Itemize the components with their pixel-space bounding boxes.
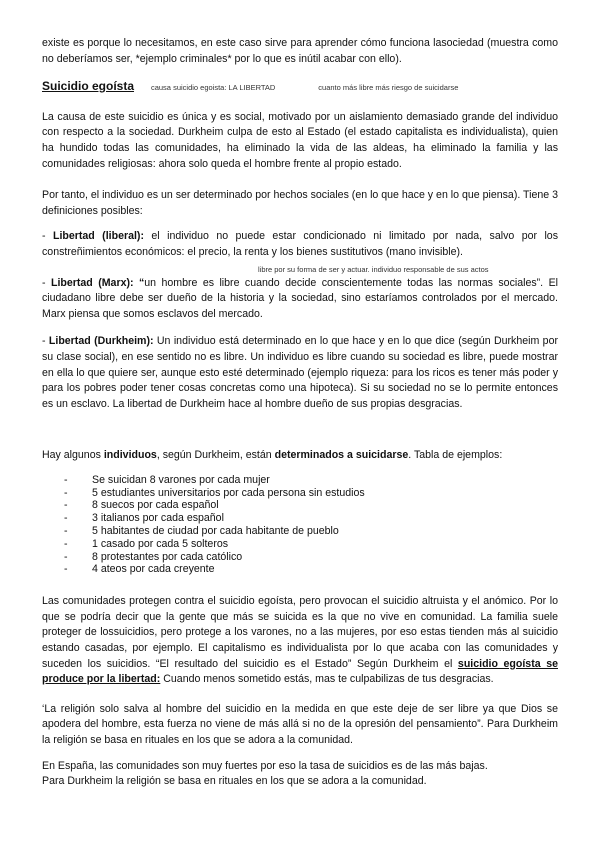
examples-list bbox=[42, 474, 558, 576]
definition-durkheim: - Libertad (Durkheim): Un individuo está determinado en lo que hace y en lo que dice (según Durkheim por su clase social), en ese sentido no es libre. Un individuo es libre cuando su sociedad es libre, puede mostrar en ella lo que quiere ser, aunque esto esté determinado (ejemplo riqueza: para los ricos es tener más poder y para los pobres poder tener cosas concretas como una hipoteca). Si su sociedad no se lo permite entonces es un esclavo. La libertad de Durkheim hace al hombre dueño de sus propias desgracias. bbox=[42, 335, 558, 410]
paragraph-religion-quote: ‘La religión solo salva al hombre del suicidio en la medida en que este deje de ser libre ya que Dios se apodera del hombre, esta fuerza no viene de más allá si no de la opresión del pensamiento”. Para Durkheim la religión se basa en rituales en los que se adora a la comunidad. bbox=[42, 702, 558, 746]
text: . Tabla de ejemplos: bbox=[408, 449, 503, 462]
paragraph-definitions: Por tanto, el individuo es un ser determinado por hechos sociales (en lo que hace y en lo que piensa). Tiene 3 definiciones posibles: bbox=[42, 189, 558, 217]
text-bold-underline: suicidio egoísta se produce por la libertad: bbox=[42, 657, 558, 686]
list-item: - Se suicidan 8 varones por cada mujer bbox=[42, 474, 558, 487]
definition-text: Un individuo está determinado en lo que hace y en lo que dice (según Durkheim por su clase social), en ese sentido no es libre. Un individuo es libre cuando su sociedad es libre, puede mostrar en ella lo que quiere ser, aunque esto esté determinado (ejemplo riqueza: para los ricos es tener más poder y para los pobres poder tener cosas concretas como una hipoteca). Si su sociedad no se lo permite entonces es un esclavo. La libertad de Durkheim hace al hombre dueño de sus propias desgracias. bbox=[42, 335, 558, 410]
paragraph-intro: existe es porque lo necesitamos, en este caso sirve para aprender cómo funciona lasociedad (muestra como no deberíamos ser, *ejemplo criminales* por lo que es inútil acabar con ello). bbox=[42, 37, 558, 65]
paragraph-cause: La causa de este suicidio es única y es social, motivado por un aislamiento demasiado grande del individuo con respecto a la sociedad. Durkheim culpa de esto al Estado (el estado capitalista es individualista), quien ha hundido todas las comunidades, ha eliminado la vida de las aldeas, ha eliminado la familia y las comunidades religiosas: ahora solo queda el hombre frente al propio estado. bbox=[42, 110, 558, 170]
text: Hay algunos bbox=[42, 449, 104, 462]
margin-note: cuanto más libre más riesgo de suicidarse bbox=[318, 83, 459, 93]
paragraph-examples-intro bbox=[42, 448, 558, 464]
section-heading bbox=[42, 79, 558, 96]
list-item: - 1 casado por cada 5 solteros bbox=[42, 538, 558, 551]
text-line: Para Durkheim la religión se basa en rituales en los que se adora a la comunidad. bbox=[42, 775, 427, 788]
heading-title: Suicidio egoísta bbox=[42, 79, 135, 94]
definition-text: el individuo no puede estar condicionado ni limitado por nada, salvo por los constreñimientos económicos: el precio, la renta y los bienes sustitutivos (mano invisible). bbox=[42, 230, 558, 258]
list-item: - 5 habitantes de ciudad por cada habitante de pueblo bbox=[42, 525, 558, 538]
paragraph-spain bbox=[42, 759, 558, 790]
definition-label: Libertad (Marx): “ bbox=[50, 276, 145, 289]
list-item: - 4 ateos por cada creyente bbox=[42, 563, 558, 576]
margin-note: causa suicidio egoista: LA LIBERTAD bbox=[150, 83, 276, 93]
text-line: En España, las comunidades son muy fuertes por eso la tasa de suicidios es de las más bajas. bbox=[42, 759, 488, 772]
list-item: - 8 suecos por cada español bbox=[42, 499, 558, 512]
paragraph-communities bbox=[42, 594, 558, 688]
definition-text: un hombre es libre cuando decide conscientemente todas las normas sociales”. El ciudadano libre debe ser dueño de la historia y la sociedad, sino estaríamos controlados por el mercado. Marx piensa que somos esclavos del mercado. bbox=[42, 276, 558, 320]
list-item: - 8 protestantes por cada católico bbox=[42, 551, 558, 564]
definition-marx: - Libertad (Marx): “un hombre es libre cuando decide conscientemente todas las normas sociales”. El ciudadano libre debe ser dueño de la historia y la sociedad, sino estaríamos controlados por el mercado. Marx piensa que somos esclavos del mercado. bbox=[42, 276, 558, 320]
text: Cuando menos sometido estás, mas te culpabilizas de tus desgracias. bbox=[160, 673, 494, 686]
margin-note: libre por su forma de ser y actuar. individuo responsable de sus actos bbox=[258, 264, 489, 274]
list-item: - 3 italianos por cada español bbox=[42, 512, 558, 525]
definition-label: Libertad (liberal): bbox=[52, 230, 144, 243]
list-item: - 5 estudiantes universitarios por cada persona sin estudios bbox=[42, 487, 558, 500]
text: Las comunidades protegen contra el suicidio egoísta, pero provocan el suicidio altruista y el anómico. Por lo que se podría decir que la gente que más se suicida es la que no vive en comunidad. La familia suele proteger de lossuicidios, pero protege a los varones, no a las mujeres, por eso estas tienden más al suicidio estando casadas, por ejemplo. El capitalismo es individualista por lo que acaba con las comunidades y suceden los suicidios. “El resultado del suicidio es el Estado” Según Durkheim el bbox=[42, 595, 558, 670]
definition-label: Libertad (Durkheim): bbox=[48, 335, 154, 348]
definition-liberal: - Libertad (liberal): el individuo no puede estar condicionado ni limitado por nada, salvo por los constreñimientos económicos: el precio, la renta y los bienes sustitutivos (mano invisible). bbox=[42, 230, 558, 258]
text-bold: individuos bbox=[103, 449, 157, 462]
text: , según Durkheim, están bbox=[156, 449, 275, 462]
text-bold: determinados a suicidarse bbox=[274, 449, 409, 462]
